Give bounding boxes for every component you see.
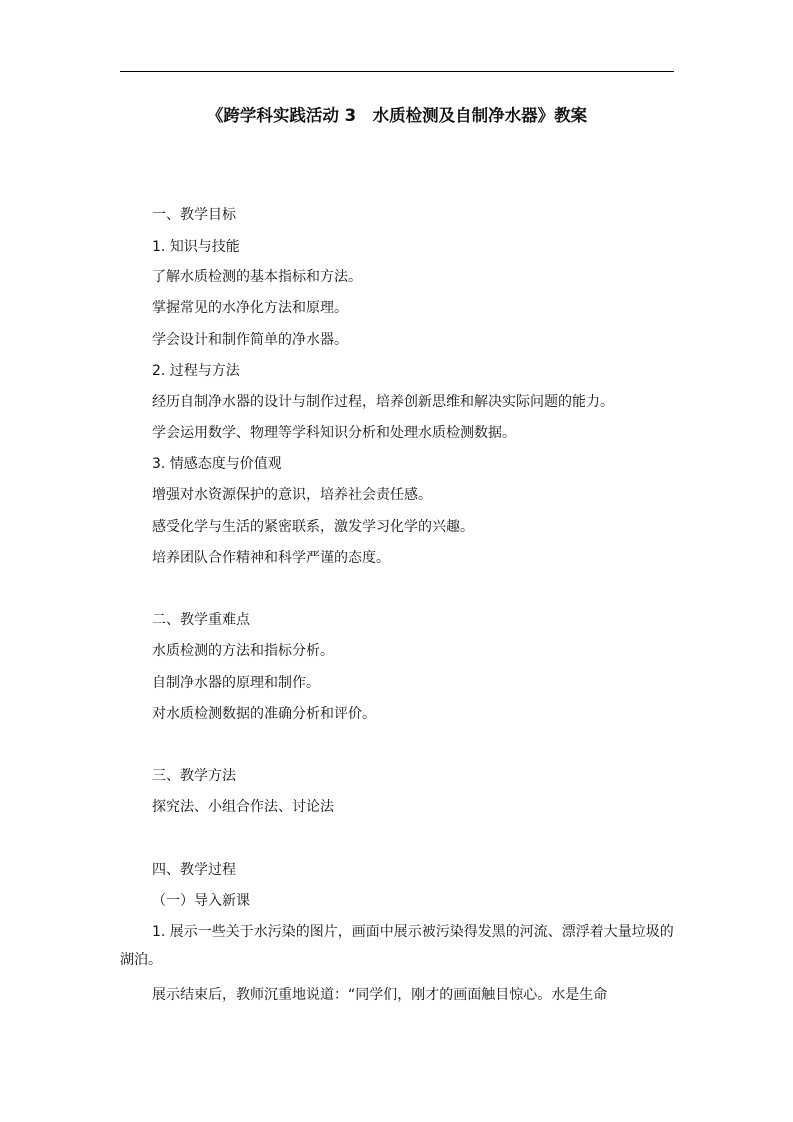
methods-text: 探究法、小组合作法、讨论法: [152, 799, 334, 815]
key-point-item: 水质检测的方法和指标分析。: [152, 643, 334, 659]
subheading-attitudes-values: 3. 情感态度与价值观: [152, 456, 282, 472]
subheading-introduction: （一）导入新课: [152, 893, 250, 909]
process-paragraph: 1. 展示一些关于水污染的图片，画面中展示被污染得发黑的河流、漂浮着大量垃圾的湖泊。: [120, 924, 674, 968]
subheading-knowledge-skills: 1. 知识与技能: [152, 239, 240, 255]
section-heading-methods: 三、教学方法: [152, 768, 236, 784]
header-rule: [120, 71, 674, 72]
objective-item: 了解水质检测的基本指标和方法。: [152, 269, 362, 285]
objective-item: 经历自制净水器的设计与制作过程，培养创新思维和解决实际问题的能力。: [152, 394, 614, 410]
subheading-process-methods: 2. 过程与方法: [152, 363, 240, 379]
objective-item: 培养团队合作精神和科学严谨的态度。: [152, 550, 390, 566]
key-point-item: 对水质检测数据的准确分析和评价。: [152, 706, 376, 722]
objective-item: 学会运用数学、物理等学科知识分析和处理水质检测数据。: [152, 425, 516, 441]
objective-item: 学会设计和制作简单的净水器。: [152, 332, 348, 348]
section-heading-objectives: 一、教学目标: [152, 207, 236, 223]
section-heading-key-points: 二、教学重难点: [152, 612, 250, 628]
process-paragraph: 展示结束后，教师沉重地说道：“同学们，刚才的画面触目惊心。水是生命: [152, 987, 608, 1003]
objective-item: 感受化学与生活的紧密联系，激发学习化学的兴趣。: [152, 519, 474, 535]
section-heading-process: 四、教学过程: [152, 862, 236, 878]
key-point-item: 自制净水器的原理和制作。: [152, 675, 320, 691]
document-title: 《跨学科实践活动 3 水质检测及自制净水器》教案: [206, 106, 588, 125]
objective-item: 增强对水资源保护的意识，培养社会责任感。: [152, 487, 432, 503]
objective-item: 掌握常见的水净化方法和原理。: [152, 300, 348, 316]
